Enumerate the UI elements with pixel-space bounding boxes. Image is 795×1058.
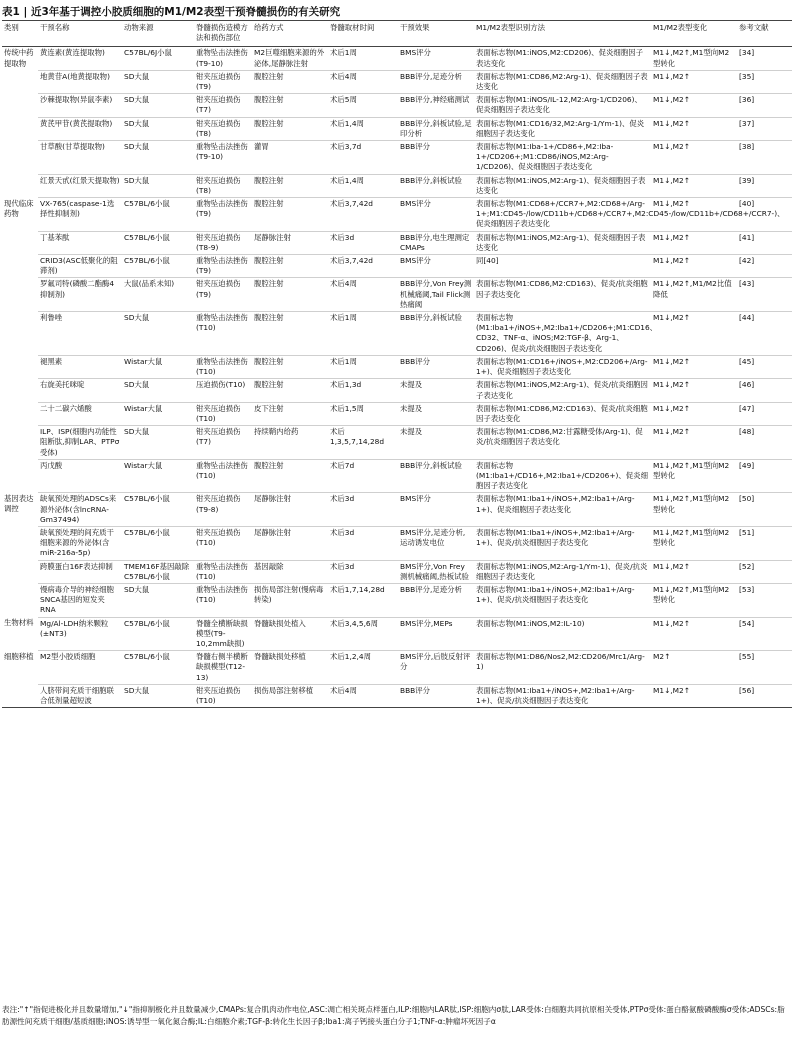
table-cell: 表面标志物(M1:Iba1+/iNOS+,M2:Iba1+/Arg-1+)、促炎/抗炎细胞因子表达变化 — [474, 583, 651, 617]
table-cell: 术后1,3d — [328, 379, 398, 402]
table-cell: M1↓,M2↑ — [651, 231, 737, 254]
table-cell: 表面标志物(M1:Iba1+/iNOS+,M2:Iba1+/Arg-1+)、促炎/抗炎细胞因子表达变化 — [474, 526, 651, 560]
category-cell: 细胞移植 — [4, 651, 34, 661]
table-cell: 皮下注射 — [252, 402, 328, 425]
table-cell: BBB评分,电生理测定CMAPs — [398, 231, 474, 254]
table-cell: 钳夹压迫损伤(T10) — [194, 402, 252, 425]
header-row — [2, 21, 792, 47]
col-header: 类别 — [2, 21, 38, 47]
table-cell: M1↓,M2↑ — [651, 426, 737, 460]
table-cell: 跨膜蛋白16F表达抑制 — [38, 560, 122, 583]
table-cell: 腹腔注射 — [252, 70, 328, 93]
table-cell: 右旋美托咪啶 — [38, 379, 122, 402]
table-cell: SD大鼠 — [122, 379, 194, 402]
table-cell: 术后4周 — [328, 70, 398, 93]
table-row — [2, 312, 792, 356]
category-cell — [2, 379, 38, 402]
table-cell: M1↓,M2↑,M1型向M2型转化 — [651, 459, 737, 493]
table-row — [2, 583, 792, 617]
table-cell: [44] — [737, 312, 792, 356]
table-cell: M1↓,M2↑ — [651, 379, 737, 402]
table-cell: 地黄苷A(地黄提取物) — [38, 70, 122, 93]
table-row — [2, 255, 792, 278]
table-cell: 脊髓全横断缺损模型(T9-10,2mm缺损) — [194, 617, 252, 651]
table-cell: M1↓,M2↑ — [651, 70, 737, 93]
table-cell: 钳夹压迫损伤(T10) — [194, 684, 252, 707]
table-cell: C57BL/6小鼠 — [122, 526, 194, 560]
table-cell: M1↓,M2↑ — [651, 174, 737, 197]
table-cell: C57BL/6小鼠 — [122, 651, 194, 685]
table-cell: 红景天甙(红景天提取物) — [38, 174, 122, 197]
table-row — [2, 70, 792, 93]
table-cell: M2型小胶质细胞 — [38, 651, 122, 685]
table-row — [2, 402, 792, 425]
table-row — [2, 617, 792, 651]
table-cell: 脊髓缺损处植入 — [252, 617, 328, 651]
table-cell: 术后1周 — [328, 47, 398, 70]
table-cell: 表面标志物(M1:CD86,M2:甘露糖受体/Arg-1)、促炎/抗炎细胞因子表达变化 — [474, 426, 651, 460]
table-cell: C57BL/6小鼠 — [122, 198, 194, 232]
table-cell: 压迫损伤(T10) — [194, 379, 252, 402]
table-cell: 同[40] — [474, 255, 651, 278]
table-cell: BMS评分 — [398, 47, 474, 70]
col-header: 脊髓取材时间 — [328, 21, 398, 47]
table-cell: SD大鼠 — [122, 312, 194, 356]
table-cell: [47] — [737, 402, 792, 425]
category-cell — [2, 355, 38, 378]
table-cell: 术后1,4周 — [328, 174, 398, 197]
table-row — [2, 459, 792, 493]
table-cell: [53] — [737, 583, 792, 617]
table-cell: [34] — [737, 47, 792, 70]
table-cell: BBB评分,斜板试验 — [398, 312, 474, 356]
table-cell: 大鼠(品系未知) — [122, 278, 194, 312]
table-cell: [51] — [737, 526, 792, 560]
table-cell: 表面标志物(M1:CD16+/iNOS+,M2:CD206+/Arg-1+)、促炎细胞因子表达变化 — [474, 355, 651, 378]
table-cell: M1↓,M2↑ — [651, 617, 737, 651]
table-cell: BBB评分,斜板试验 — [398, 174, 474, 197]
table-cell: [40] — [737, 198, 792, 232]
table-cell: [55] — [737, 651, 792, 685]
category-cell — [2, 560, 38, 583]
table-row — [2, 355, 792, 378]
table-cell: BBB评分,Von Frey测机械痛阈,Tail Flick测热痛阈 — [398, 278, 474, 312]
table-row — [2, 174, 792, 197]
table-cell: 钳夹压迫损伤(T8) — [194, 174, 252, 197]
table-cell: Wistar大鼠 — [122, 402, 194, 425]
category-cell — [2, 526, 38, 560]
table-cell: 黄芪甲苷(黄芪提取物) — [38, 117, 122, 140]
table-cell: BMS评分,MEPs — [398, 617, 474, 651]
table-row — [2, 47, 792, 70]
table-cell: [56] — [737, 684, 792, 707]
category-cell — [2, 402, 38, 425]
table-cell: M1↓,M2↑ — [651, 141, 737, 175]
table-cell: BMS评分,足迹分析,运动诱发电位 — [398, 526, 474, 560]
category-cell — [2, 312, 38, 356]
table-cell: 褪黑素 — [38, 355, 122, 378]
table-cell: [43] — [737, 278, 792, 312]
table-cell: 钳夹压迫损伤(T7) — [194, 426, 252, 460]
table-cell: 丙戊酸 — [38, 459, 122, 493]
table-cell: M2↑ — [651, 651, 737, 685]
table-cell: 钳夹压迫损伤(T9-8) — [194, 493, 252, 527]
table-cell: 术后4周 — [328, 278, 398, 312]
category-cell — [2, 94, 38, 117]
table-cell: 钳夹压迫损伤(T7) — [194, 94, 252, 117]
table-cell: [36] — [737, 94, 792, 117]
table-row — [2, 493, 792, 527]
table-cell: 表面标志物(M1:iNOS,M2:Arg-1)、促炎细胞因子表达变化 — [474, 174, 651, 197]
table-cell: [39] — [737, 174, 792, 197]
table-cell: 术后3d — [328, 493, 398, 527]
table-cell: 腹腔注射 — [252, 459, 328, 493]
table-footnote: 表注:"↑"指促进极化并且数量增加,"↓"指抑制极化并且数量减少,CMAPs:复合肌肉动作电位,ASC:凋亡相关斑点样蛋白,ILP:细胞内LAR肽,ISP:细胞内σ肽,LAR受体:白细胞共同抗原相关受体,PTPσ受体:蛋白酪氨酸磷酸酶σ受体;ADSCs:脂肪源性间充质干细胞/基质细胞;iNOS:诱导型一氧化氮合酶;IL:白细胞介素;TGF-β:转化生长因子β;Iba1:离子钙接头蛋白分子1;TNF-α:肿瘤坏死因子α — [2, 1005, 785, 1026]
table-cell: 人脐带间充质干细胞联合低剂量超短波 — [38, 684, 122, 707]
table-cell: 术后1周 — [328, 312, 398, 356]
table-cell: 术后3,7,42d — [328, 198, 398, 232]
table-cell: 损伤局部注射移植 — [252, 684, 328, 707]
table-cell: C57BL/6小鼠 — [122, 255, 194, 278]
table-cell: 术后1,4周 — [328, 117, 398, 140]
table-cell: 重物坠击法挫伤(T9-10) — [194, 141, 252, 175]
table-cell: SD大鼠 — [122, 117, 194, 140]
table-cell: 尾静脉注射 — [252, 231, 328, 254]
table-cell: [38] — [737, 141, 792, 175]
table-cell: 术后7d — [328, 459, 398, 493]
table-row — [2, 141, 792, 175]
category-cell — [2, 583, 38, 617]
table-cell: [42] — [737, 255, 792, 278]
table-cell: 钳夹压迫损伤(T8-9) — [194, 231, 252, 254]
table-cell: BBB评分,斜板试验 — [398, 459, 474, 493]
table-cell: M1↓,M2↑,M1型向M2型转化 — [651, 526, 737, 560]
col-header: 给药方式 — [252, 21, 328, 47]
studies-table — [2, 20, 792, 708]
table-cell: 持续鞘内给药 — [252, 426, 328, 460]
table-cell: 表面标志物(M1:Iba-1+/CD86+,M2:Iba-1+/CD206+;M1:CD86/iNOS,M2:Arg-1/CD206)、促炎细胞因子表达变化 — [474, 141, 651, 175]
table-cell: 术后1,3,5,7,14,28d — [328, 426, 398, 460]
table-cell: BBB评分,足迹分析 — [398, 70, 474, 93]
table-cell: [49] — [737, 459, 792, 493]
table-cell: 重物坠击法挫伤(T9) — [194, 198, 252, 232]
col-header: 脊髓损伤造模方法和损伤部位 — [194, 21, 252, 47]
table-cell: 腹腔注射 — [252, 255, 328, 278]
table-cell: BMS评分 — [398, 198, 474, 232]
table-cell: 表面标志物(M1:Iba1+/CD16+,M2:Iba1+/CD206+)、促炎细胞因子表达变化 — [474, 459, 651, 493]
table-cell: 腹腔注射 — [252, 278, 328, 312]
table-cell: 术后3,7,42d — [328, 255, 398, 278]
table-cell: C57BL/6小鼠 — [122, 617, 194, 651]
table-cell: VX-765(caspase-1选择性抑制剂) — [38, 198, 122, 232]
table-cell: 术后3,4,5,6周 — [328, 617, 398, 651]
table-row — [2, 231, 792, 254]
category-cell — [2, 231, 38, 254]
table-cell: 表面标志物(M1:CD16/32,M2:Arg-1/Ym-1)、促炎细胞因子表达变化 — [474, 117, 651, 140]
category-cell — [2, 459, 38, 493]
table-cell: 腹腔注射 — [252, 117, 328, 140]
table-title: 表1 | 近3年基于调控小胶质细胞的M1/M2表型干预脊髓损伤的有关研究 — [2, 6, 341, 18]
table-cell: Wistar大鼠 — [122, 355, 194, 378]
table-cell: 重物坠击法挫伤(T10) — [194, 312, 252, 356]
table-cell: M1↓,M2↑,M1型向M2型转化 — [651, 47, 737, 70]
table-cell: 表面标志物(M1:iNOS,M2:Arg-1/Ym-1)、促炎/抗炎细胞因子表达变化 — [474, 560, 651, 583]
table-cell: 重物坠击法挫伤(T10) — [194, 560, 252, 583]
table-cell: 未提及 — [398, 426, 474, 460]
category-cell — [2, 684, 38, 707]
table-cell: 术后1,2,4周 — [328, 651, 398, 685]
table-cell: 术后3d — [328, 231, 398, 254]
table-cell: Mg/Al-LDH纳米颗粒(±NT3) — [38, 617, 122, 651]
table-cell: 术后1,5周 — [328, 402, 398, 425]
category-cell — [2, 278, 38, 312]
table-cell: 表面标志物(M1:D86/Nos2,M2:CD206/Mrc1/Arg-1) — [474, 651, 651, 685]
table-cell: [35] — [737, 70, 792, 93]
table-cell: [46] — [737, 379, 792, 402]
category-cell: 现代临床药物 — [4, 198, 34, 218]
table-cell: 二十二碳六烯酸 — [38, 402, 122, 425]
category-cell: 传统中药提取物 — [4, 48, 34, 68]
table-cell: 重物坠击法挫伤(T10) — [194, 459, 252, 493]
table-cell: M1↓,M2↑,M1型向M2型转化 — [651, 493, 737, 527]
table-cell: [37] — [737, 117, 792, 140]
table-cell: 术后4周 — [328, 684, 398, 707]
table-cell: 尾静脉注射 — [252, 493, 328, 527]
table-cell: 表面标志物(M1:iNOS/IL-12,M2:Arg-1/CD206)、促炎细胞因子表达变化 — [474, 94, 651, 117]
table-row — [2, 94, 792, 117]
table-row — [2, 560, 792, 583]
table-row — [2, 526, 792, 560]
table-cell: M1↓,M2↑ — [651, 117, 737, 140]
table-cell: 黄连素(黄连提取物) — [38, 47, 122, 70]
col-header: 参考文献 — [737, 21, 792, 47]
table-cell: 腹腔注射 — [252, 94, 328, 117]
table-cell: 尾静脉注射 — [252, 526, 328, 560]
table-cell: 未提及 — [398, 379, 474, 402]
table-cell: [54] — [737, 617, 792, 651]
table-cell: 利鲁唑 — [38, 312, 122, 356]
category-cell — [2, 117, 38, 140]
table-cell: M1↓,M2↑ — [651, 94, 737, 117]
table-cell: [52] — [737, 560, 792, 583]
table-cell: 基因敲除 — [252, 560, 328, 583]
table-cell: 未提及 — [398, 402, 474, 425]
table-cell: BBB评分 — [398, 355, 474, 378]
table-cell: 术后5周 — [328, 94, 398, 117]
table-cell: 术后3,7d — [328, 141, 398, 175]
table-cell: M1↓,M2↑ — [651, 198, 737, 232]
table-cell: M1↓,M2↑ — [651, 684, 737, 707]
table-cell: 术后3d — [328, 526, 398, 560]
table-cell: TMEM16F基因敲除C57BL/6小鼠 — [122, 560, 194, 583]
table-cell: C57BL/6J小鼠 — [122, 47, 194, 70]
table-cell: 钳夹压迫损伤(T9) — [194, 70, 252, 93]
table-cell: 表面标志物(M1:iNOS,M2:Arg-1)、促炎/抗炎细胞因子表达变化 — [474, 379, 651, 402]
col-header: 干预名称 — [38, 21, 122, 47]
table-cell: 腹腔注射 — [252, 312, 328, 356]
table-cell: 沙棘提取物(异鼠李素) — [38, 94, 122, 117]
table-cell: 表面标志物(M1:CD86,M2:Arg-1)、促炎细胞因子表达变化 — [474, 70, 651, 93]
table-cell: BBB评分,神经痛测试 — [398, 94, 474, 117]
table-cell: SD大鼠 — [122, 94, 194, 117]
table-cell: 钳夹压迫损伤(T8) — [194, 117, 252, 140]
table-cell: CRID3(ASC低聚化的阻滞剂) — [38, 255, 122, 278]
table-cell: 重物坠击法挫伤(T9-10) — [194, 47, 252, 70]
table-cell: BMS评分,Von Frey测机械痛阈,热板试验 — [398, 560, 474, 583]
col-header: M1/M2表型识别方法 — [474, 21, 651, 47]
table-cell: 脊髓右侧半横断缺损模型(T12-13) — [194, 651, 252, 685]
table-row — [2, 117, 792, 140]
table-cell: 丁基苯酞 — [38, 231, 122, 254]
table-cell: SD大鼠 — [122, 684, 194, 707]
table-cell: M1↓,M2↑ — [651, 402, 737, 425]
table-cell: 钳夹压迫损伤(T9) — [194, 278, 252, 312]
table-cell: M1↓,M2↑ — [651, 255, 737, 278]
table-cell: SD大鼠 — [122, 174, 194, 197]
table-cell: C57BL/6小鼠 — [122, 231, 194, 254]
table-cell: M1↓,M2↑ — [651, 560, 737, 583]
category-cell: 基因表达调控 — [4, 493, 34, 514]
table-cell: 表面标志物(M1:CD86,M2:CD163)、促炎/抗炎细胞因子表达变化 — [474, 402, 651, 425]
table-cell: 缺氧预处理的间充质干细胞来源的外泌体(含miR-216a-5p) — [38, 526, 122, 560]
table-cell: 脊髓缺损处移植 — [252, 651, 328, 685]
table-cell: 表面标志物(M1:iNOS,M2:Arg-1)、促炎细胞因子表达变化 — [474, 231, 651, 254]
table-cell: 腹腔注射 — [252, 379, 328, 402]
table-row — [2, 426, 792, 460]
category-cell: 生物材料 — [4, 618, 34, 628]
table-cell: [41] — [737, 231, 792, 254]
table-cell: [45] — [737, 355, 792, 378]
table-cell: BBB评分 — [398, 684, 474, 707]
table-cell: M1↓,M2↑,M1型向M2型转化 — [651, 583, 737, 617]
category-cell — [2, 141, 38, 175]
table-cell: 钳夹压迫损伤(T10) — [194, 526, 252, 560]
table-cell: M1↓,M2↑ — [651, 312, 737, 356]
table-cell: 重物坠击法挫伤(T10) — [194, 355, 252, 378]
category-cell — [2, 255, 38, 278]
table-cell: SD大鼠 — [122, 141, 194, 175]
table-cell: 慢病毒介导的神经细胞SNCA基因的短发夹RNA — [38, 583, 122, 617]
col-header: 动物来源 — [122, 21, 194, 47]
table-cell: 术后3d — [328, 560, 398, 583]
table-cell: 缺氧预处理的ADSCs来源外泌体(含lncRNA-Gm37494) — [38, 493, 122, 527]
col-header: M1/M2表型变化 — [651, 21, 737, 47]
table-cell: 表面标志物(M1:CD86,M2:CD163)、促炎/抗炎细胞因子表达变化 — [474, 278, 651, 312]
table-cell: 表面标志物(M1:Iba1+/iNOS+,M2:Iba1+/CD206+;M1:CD16、CD32、TNF-α、iNOS;M2:TGF-β、Arg-1、CD206)、促炎/抗炎细胞因子表达变化 — [474, 312, 651, 356]
table-cell: BMS评分,后肢反射评分 — [398, 651, 474, 685]
table-cell: 术后1,7,14,28d — [328, 583, 398, 617]
table-cell: SD大鼠 — [122, 426, 194, 460]
table-cell: 损伤局部注射(慢病毒转染) — [252, 583, 328, 617]
table-cell: [50] — [737, 493, 792, 527]
table-cell: ILP、ISP(细胞内功能性阻断肽,抑制LAR、PTPσ受体) — [38, 426, 122, 460]
category-cell — [2, 426, 38, 460]
table-cell: 腹腔注射 — [252, 198, 328, 232]
table-cell: M1↓,M2↑,M1/M2比值降低 — [651, 278, 737, 312]
category-cell — [2, 174, 38, 197]
table-cell: SD大鼠 — [122, 583, 194, 617]
table-row — [2, 278, 792, 312]
table-cell: M2巨噬细胞来源的外泌体,尾静脉注射 — [252, 47, 328, 70]
table-row — [2, 684, 792, 707]
table-cell: 甘草酸(甘草提取物) — [38, 141, 122, 175]
col-header: 干预效果 — [398, 21, 474, 47]
table-cell: BBB评分,足迹分析 — [398, 583, 474, 617]
table-cell: SD大鼠 — [122, 70, 194, 93]
table-cell: 表面标志物(M1:Iba1+/iNOS+,M2:Iba1+/Arg-1+)、促炎细胞因子表达变化 — [474, 493, 651, 527]
table-cell: 表面标志物(M1:iNOS,M2:CD206)、促炎细胞因子表达变化 — [474, 47, 651, 70]
table-cell: 灌胃 — [252, 141, 328, 175]
table-cell: 腹腔注射 — [252, 174, 328, 197]
table-row — [2, 379, 792, 402]
category-cell — [2, 70, 38, 93]
table-cell: BMS评分 — [398, 493, 474, 527]
table-cell: 腹腔注射 — [252, 355, 328, 378]
table-row — [2, 198, 792, 232]
table-cell: M1↓,M2↑ — [651, 355, 737, 378]
table-cell: 表面标志物(M1:CD68+/CCR7+,M2:CD68+/Arg-1+;M1:CD45-/low/CD11b+/CD68+/CCR7+,M2:CD45-/low/CD11b+/CD68+/CCR7-)、促炎细胞因子表达变化 — [474, 198, 651, 232]
table-row — [2, 651, 792, 685]
table-cell: C57BL/6小鼠 — [122, 493, 194, 527]
table-cell: BBB评分,斜板试验,足印分析 — [398, 117, 474, 140]
table-cell: 重物坠击法挫伤(T9) — [194, 255, 252, 278]
table-cell: 表面标志物(M1:iNOS,M2:IL-10) — [474, 617, 651, 651]
table-cell: 罗氟司特(磷酸二酯酶4抑制剂) — [38, 278, 122, 312]
table-cell: 术后1周 — [328, 355, 398, 378]
table-cell: BBB评分 — [398, 141, 474, 175]
table-cell: Wistar大鼠 — [122, 459, 194, 493]
table-cell: 重物坠击法挫伤(T10) — [194, 583, 252, 617]
table-cell: BMS评分 — [398, 255, 474, 278]
table-cell: [48] — [737, 426, 792, 460]
table-cell: 表面标志物(M1:Iba1+/iNOS+,M2:Iba1+/Arg-1+)、促炎/抗炎细胞因子表达变化 — [474, 684, 651, 707]
